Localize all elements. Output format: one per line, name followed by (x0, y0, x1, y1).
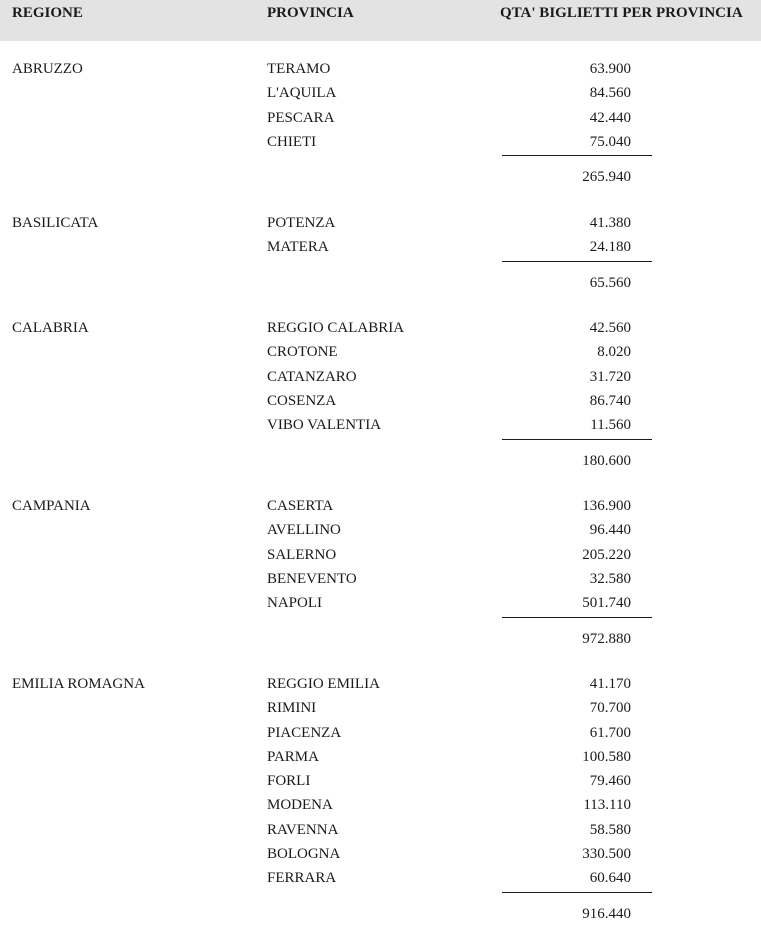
region-name: ABRUZZO (12, 61, 83, 77)
province-quantity: 136.900 (582, 498, 631, 514)
province-name: L'AQUILA (267, 85, 337, 102)
province-row (0, 797, 761, 821)
subtotal-divider (502, 261, 652, 262)
province-name: POTENZA (267, 215, 336, 231)
province-name: PIACENZA (267, 724, 342, 741)
province-row (0, 320, 761, 344)
province-name: REGGIO CALABRIA (267, 320, 405, 336)
province-row (0, 822, 761, 846)
province-quantity: 41.170 (589, 676, 631, 692)
province-quantity: 42.560 (589, 320, 631, 336)
province-name: CHIETI (267, 133, 317, 150)
header-quantity: QTA' BIGLIETTI PER PROVINCIA (500, 5, 743, 21)
province-name: VIBO VALENTIA (267, 417, 382, 434)
province-quantity: 205.220 (582, 546, 631, 563)
province-row (0, 676, 761, 700)
province-quantity: 70.700 (589, 700, 631, 717)
table-header (0, 0, 761, 41)
province-row (0, 85, 761, 109)
province-quantity: 61.700 (589, 724, 631, 741)
province-quantity: 11.560 (590, 417, 631, 434)
province-quantity: 31.720 (589, 368, 631, 385)
province-quantity: 330.500 (582, 846, 631, 863)
province-quantity: 42.440 (589, 109, 631, 126)
province-name: RIMINI (267, 700, 317, 717)
province-row (0, 749, 761, 773)
province-name: REGGIO EMILIA (267, 676, 380, 692)
province-name: MATERA (267, 239, 329, 256)
province-name: PESCARA (267, 109, 335, 126)
province-name: PARMA (267, 748, 319, 765)
region-total: 180.600 (582, 452, 631, 469)
province-quantity: 60.640 (589, 870, 631, 887)
province-row (0, 700, 761, 724)
province-quantity: 501.740 (582, 595, 631, 612)
province-quantity: 58.580 (589, 821, 631, 838)
subtotal-divider (502, 439, 652, 440)
region-total: 916.440 (582, 905, 631, 922)
province-list (0, 320, 761, 441)
province-quantity: 41.380 (589, 215, 631, 231)
province-row (0, 215, 761, 239)
province-row (0, 773, 761, 797)
region-name: CAMPANIA (12, 498, 91, 514)
province-name: RAVENNA (267, 821, 339, 838)
province-name: BOLOGNA (267, 846, 341, 863)
province-quantity: 113.110 (583, 797, 631, 814)
region-name: CALABRIA (12, 320, 89, 336)
subtotal-divider (502, 892, 652, 893)
region-name: EMILIA ROMAGNA (12, 676, 145, 692)
region-total: 65.560 (589, 274, 631, 291)
province-row (0, 61, 761, 85)
province-name: CASERTA (267, 498, 334, 514)
province-quantity: 96.440 (589, 522, 631, 539)
province-quantity: 84.560 (589, 85, 631, 102)
province-row (0, 393, 761, 417)
province-name: AVELLINO (267, 522, 341, 539)
region-total: 265.940 (582, 169, 631, 186)
header-province: PROVINCIA (267, 5, 354, 21)
province-row (0, 344, 761, 368)
region-total: 972.880 (582, 630, 631, 647)
province-row (0, 725, 761, 749)
province-name: TERAMO (267, 61, 331, 77)
header-region: REGIONE (12, 5, 83, 21)
province-name: MODENA (267, 797, 333, 814)
province-row (0, 110, 761, 134)
province-name: NAPOLI (267, 595, 322, 612)
province-quantity: 100.580 (582, 748, 631, 765)
province-list (0, 676, 761, 895)
province-quantity: 63.900 (589, 61, 631, 77)
province-row (0, 846, 761, 870)
province-name: BENEVENTO (267, 570, 357, 587)
province-row (0, 522, 761, 546)
province-row (0, 369, 761, 393)
province-name: CROTONE (267, 344, 338, 361)
province-row (0, 498, 761, 522)
province-quantity: 75.040 (589, 133, 631, 150)
province-name: FORLI (267, 773, 311, 790)
subtotal-divider (502, 155, 652, 156)
province-name: CATANZARO (267, 368, 357, 385)
province-row (0, 571, 761, 595)
subtotal-divider (502, 617, 652, 618)
province-quantity: 32.580 (589, 570, 631, 587)
province-list (0, 498, 761, 619)
province-quantity: 79.460 (589, 773, 631, 790)
province-name: SALERNO (267, 546, 337, 563)
province-row (0, 547, 761, 571)
province-name: COSENZA (267, 392, 337, 409)
province-list (0, 215, 761, 264)
province-name: FERRARA (267, 870, 337, 887)
region-name: BASILICATA (12, 215, 99, 231)
province-quantity: 24.180 (589, 239, 631, 256)
province-quantity: 86.740 (589, 392, 631, 409)
province-list (0, 61, 761, 158)
province-quantity: 8.020 (597, 344, 631, 361)
